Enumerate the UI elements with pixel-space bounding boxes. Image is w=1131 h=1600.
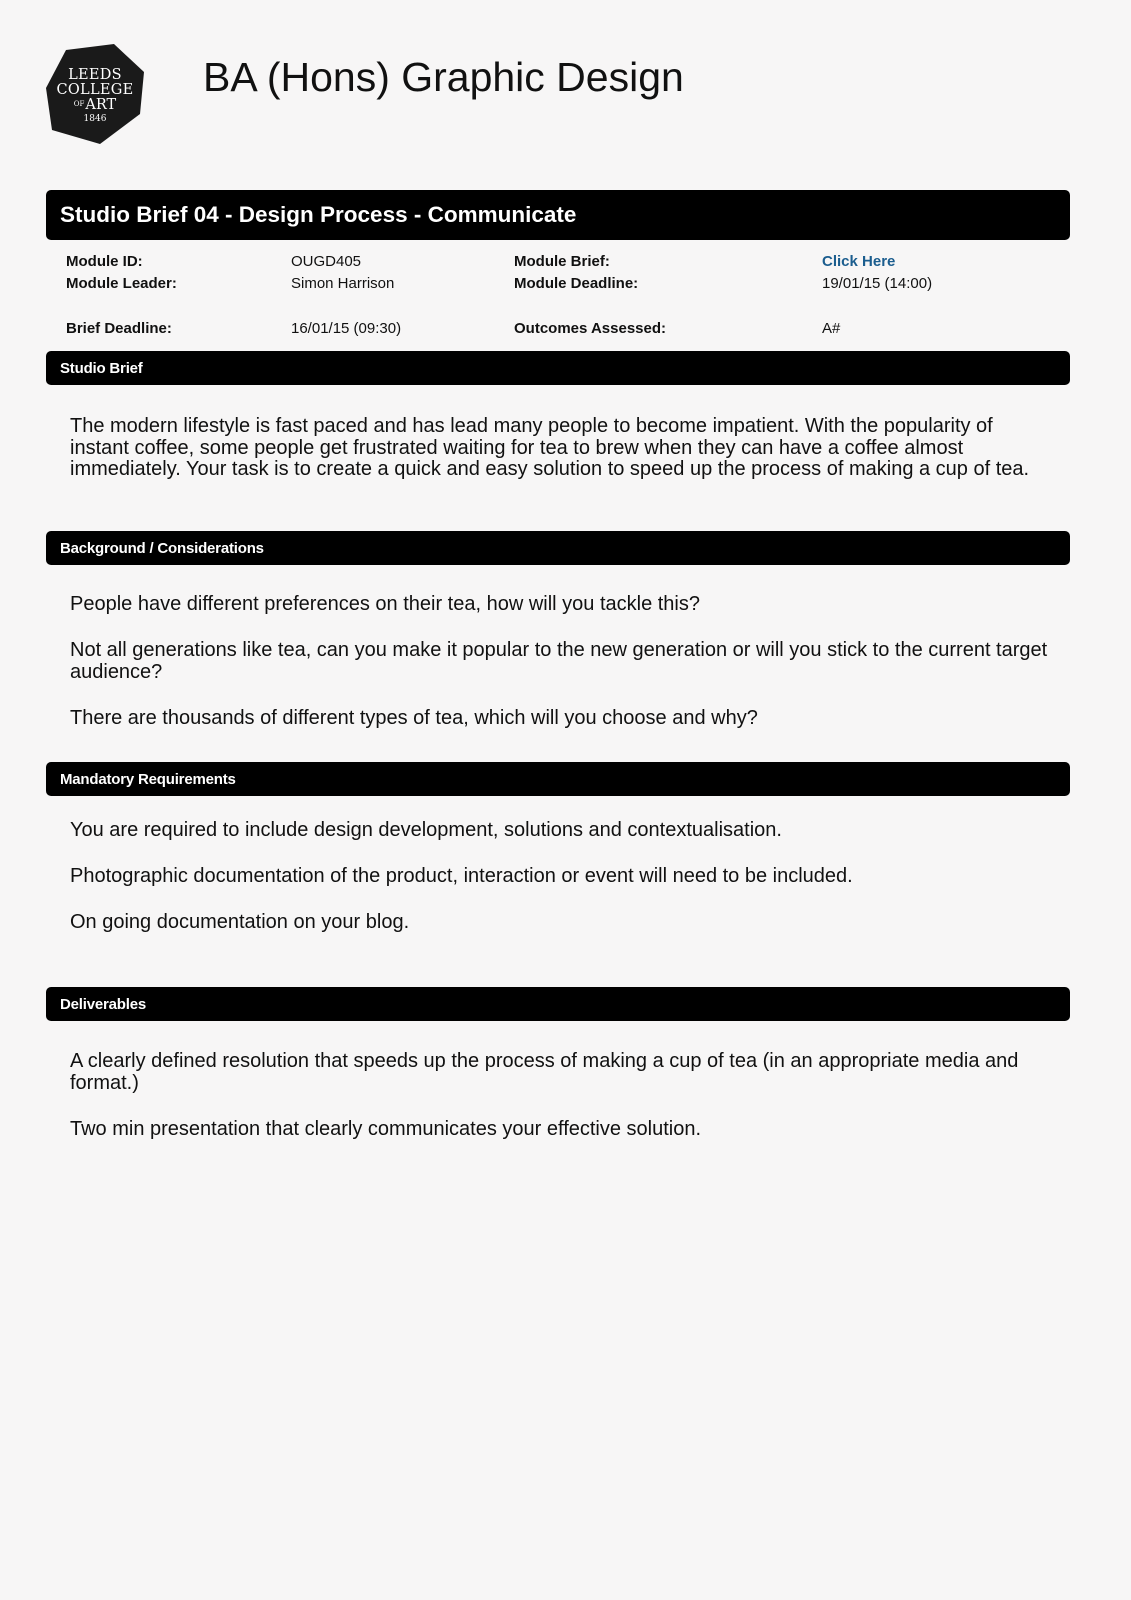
background-text-2: Not all generations like tea, can you make it popular to the new generation or will you stick to the current target audience?: [70, 639, 1048, 683]
module-brief-label: Module Brief:: [514, 253, 610, 270]
brief-title-bar: [46, 190, 1070, 240]
section-heading: Background / Considerations: [60, 539, 264, 557]
brief-title: Studio Brief 04 - Design Process - Communicate: [60, 202, 577, 227]
mandatory-text-1: You are required to include design development, solutions and contextualisation.: [70, 819, 782, 841]
module-leader-label: Module Leader:: [66, 275, 177, 292]
logo-year: 1846: [83, 113, 107, 124]
section-header-studio-brief: [46, 351, 1070, 385]
module-id-label: Module ID:: [66, 253, 143, 270]
module-id-value: OUGD405: [291, 253, 362, 270]
logo-line-college: COLLEGE: [56, 82, 134, 99]
section-header-background: [46, 531, 1070, 565]
logo-line-leeds: LEEDS: [68, 67, 122, 83]
studio-brief-text: The modern lifestyle is fast paced and has lead many people to become impatient. With the popularity of instant coffee, some people get frustrated waiting for tea to brew when they can have a coffee almost immediately. Your task is to create a quick and easy solution to speed up the process of making a cup of tea.: [70, 415, 1030, 480]
background-text-1: People have different preferences on their tea, how will you tackle this?: [70, 593, 700, 615]
section-heading: Studio Brief: [60, 359, 143, 377]
deliverables-text-1: A clearly defined resolution that speeds up the process of making a cup of tea (in an appropriate media and format.): [70, 1050, 1019, 1094]
program-title: BA (Hons) Graphic Design: [203, 54, 684, 100]
outcomes-assessed-value: A#: [822, 320, 841, 337]
logo-art: ART: [85, 97, 117, 114]
outcomes-assessed-label: Outcomes Assessed:: [514, 320, 667, 337]
module-deadline-value: 19/01/15 (14:00): [822, 275, 933, 292]
section-heading: Mandatory Requirements: [60, 770, 236, 788]
logo-of: OF: [73, 100, 85, 109]
college-logo: [46, 44, 146, 144]
logo-text: [46, 68, 144, 124]
deliverables-text-2: Two min presentation that clearly communicates your effective solution.: [70, 1118, 702, 1140]
brief-deadline-value: 16/01/15 (09:30): [291, 320, 402, 337]
module-deadline-label: Module Deadline:: [514, 275, 639, 292]
background-text-3: There are thousands of different types of tea, which will you choose and why?: [70, 707, 758, 729]
section-header-deliverables: [46, 987, 1070, 1021]
section-heading: Deliverables: [60, 995, 146, 1013]
mandatory-text-3: On going documentation on your blog.: [70, 911, 410, 933]
mandatory-text-2: Photographic documentation of the product, interaction or event will need to be included.: [70, 865, 853, 887]
brief-deadline-label: Brief Deadline:: [66, 320, 172, 337]
logo-line-art: [46, 98, 144, 113]
section-header-mandatory: [46, 762, 1070, 796]
module-brief-link[interactable]: Click Here: [822, 253, 896, 270]
module-leader-value: Simon Harrison: [291, 275, 395, 292]
